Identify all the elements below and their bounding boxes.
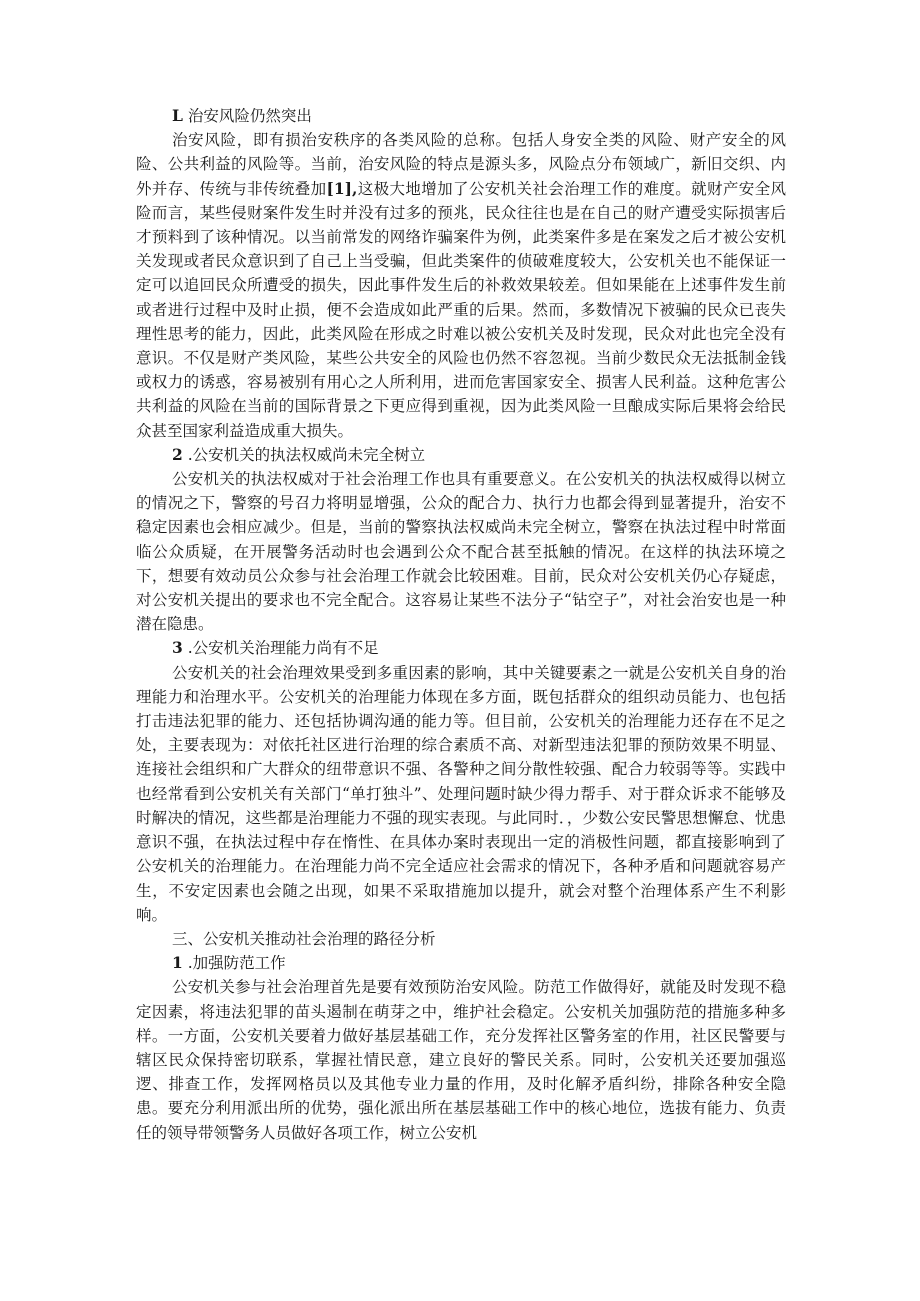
subsection-paragraph: 公安机关参与社会治理首先是要有效预防治安风险。防范工作做得好，就能及时发现不稳定因素，将违法犯罪的苗头遏制在萌芽之中，维护社会稳定。公安机关加强防范的措施多种多样。一方面，公安机关要着力做好基层基础工作，充分发挥社区警务室的作用，社区民警要与辖区民众保持密切联系，掌握社情民意，建立良好的警民关系。同时，公安机关还要加强巡逻、排查工作，发挥网格员以及其他专业力量的作用，及时化解矛盾纠纷，排除各种安全隐患。要充分利用派出所的优势，强化派出所在基层基础工作中的核心地位，选拔有能力、负责任的领导带领警务人员做好各项工作，树立公安机 (136, 978, 786, 1142)
chapter-heading: 三、公安机关推动社会治理的路径分析 (172, 929, 436, 948)
section-paragraph-1 (136, 128, 786, 443)
section-title: .公安机关治理能力尚有不足 (187, 639, 379, 658)
section-paragraph-2: 公安机关的执法权威对于社会治理工作也具有重要意义。在公安机关的执法权威得以树立的情况之下，警察的号召力将明显增强，公众的配合力、执行力也都会得到显著提升，治安不稳定因素也会相应减少。但是，当前的警察执法权威尚未完全树立，警察在执法过程中时常面临公众质疑，在开展警务活动时也会遇到公众不配合甚至抵触的情况。在这样的执法环境之下，想要有效动员公众参与社会治理工作就会比较困难。目前，民众对公安机关仍心存疑虑，对公安机关提出的要求也不完全配合。这容易让某些不法分子“钻空子”，对社会治安也是一种潜在隐患。 (136, 470, 786, 634)
paragraph-text: 这极大地增加了公安机关社会治理工作的难度。就财产安全风险而言，某些侵财案件发生时并没有过多的预兆，民众往往也是在自己的财产遭受实际损害后才预料到了该种情况。以当前常发的网络诈骗案件为例，此类案件多是在案发之后才被公安机关发现或者民众意识到了自己上当受骗，但此类案件的侦破难度较大，公安机关也不能保证一定可以追回民众所遭受的损失，因此事件发生后的补救效果较差。但如果能在上述事件发生前或者进行过程中及时止损，便不会造成如此严重的后果。然而，多数情况下被骗的民众已丧失理性思考的能力，因此，此类风险在形成之时难以被公安机关及时发现，民众对此也完全没有意识。不仅是财产类风险，某些公共安全的风险也仍然不容忽视。当前少数民众无法抵制金钱或权力的诱惑，容易被别有用心之人所利用，进而危害国家安全、损害人民利益。这种危害公共利益的风险在当前的国际背景之下更应得到重视，因为此类风险一旦酿成实际后果将会给民众甚至国家利益造成重大损失。 (136, 179, 786, 440)
paragraph-text: 治安风险，即有损治安秩序的各类风险的总称。包括人身安全类的风险、财产安全的风险、公共利益的风险等。当前，治安风险的特点是源头多，风险点分布领域广，新旧交织、内外并存、传统与非传统叠加 (136, 131, 786, 198)
section-title: .公安机关的执法权威尚未完全树立 (187, 445, 426, 464)
section-paragraph-3: 公安机关的社会治理效果受到多重因素的影响，其中关键要素之一就是公安机关自身的治理能力和治理水平。公安机关的治理能力体现在多方面，既包括群众的组织动员能力、也包括打击违法犯罪的能力、还包括协调沟通的能力等。但目前，公安机关的治理能力还存在不足之处，主要表现为：对依托社区进行治理的综合素质不高、对新型违法犯罪的预防效果不明显、连接社会组织和广大群众的纽带意识不强、各警种之间分散性较强、配合力较弱等等。实践中也经常看到公安机关有关部门“单打独斗”、处理问题时缺少得力帮手、对于群众诉求不能够及时解决的情况，这些都是治理能力不强的现实表现。与此同时．，少数公安民警思想懈怠、忧患意识不强，在执法过程中存在惰性、在具体办案时表现出一定的消极性问题，都直接影响到了公安机关的治理能力。在治理能力尚不完全适应社会需求的情况下，各种矛盾和问题就容易产生，不安定因素也会随之出现，如果不采取措施加以提升，就会对整个治理体系产生不利影响。 (136, 663, 786, 924)
subsection-number: 1 (172, 953, 183, 973)
section-heading-3 (136, 636, 786, 660)
section-heading-2 (136, 443, 786, 467)
citation-marker: [1], (326, 178, 358, 198)
section-number: 3 (172, 638, 183, 658)
subsection-heading (136, 951, 786, 975)
section-heading-1 (136, 104, 786, 128)
section-title: 治安风险仍然突出 (187, 107, 312, 125)
document-page (136, 104, 786, 1145)
section-number: L (172, 106, 183, 125)
subsection-title: .加强防范工作 (187, 954, 286, 973)
section-number: 2 (172, 444, 183, 464)
